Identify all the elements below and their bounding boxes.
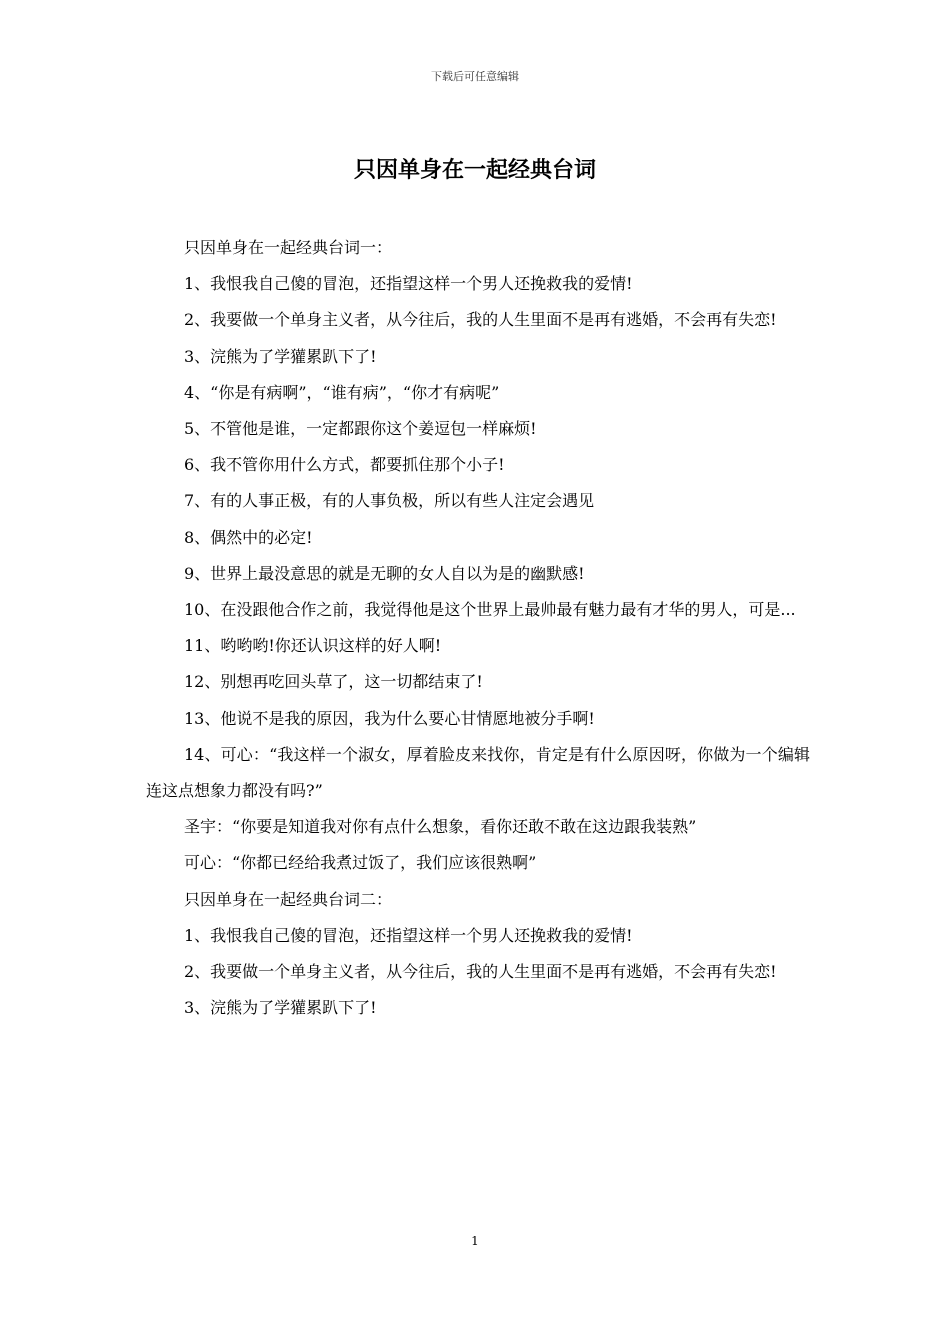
paragraph: 2、我要做一个单身主义者，从今往后，我的人生里面不是再有逃婚，不会再有失恋! bbox=[184, 310, 777, 330]
paragraph: 13、他说不是我的原因，我为什么要心甘情愿地被分手啊! bbox=[184, 708, 595, 728]
paragraph: 圣宇：“你要是知道我对你有点什么想象，看你还敢不敢在这边跟我装熟” bbox=[184, 817, 697, 837]
paragraph: 5、不管他是谁，一定都跟你这个姜逗包一样麻烦! bbox=[184, 419, 537, 439]
paragraph: 只因单身在一起经典台词二： bbox=[184, 889, 393, 909]
paragraph: 3、浣熊为了学獾累趴下了! bbox=[184, 346, 377, 366]
document-title: 只因单身在一起经典台词 bbox=[353, 157, 596, 183]
paragraph: 2、我要做一个单身主义者，从今往后，我的人生里面不是再有逃婚，不会再有失恋! bbox=[184, 962, 777, 982]
paragraph: 8、偶然中的必定! bbox=[184, 527, 313, 547]
paragraph: 10、在没跟他合作之前，我觉得他是这个世界上最帅最有魅力最有才华的男人，可是... bbox=[184, 600, 796, 620]
paragraph: 可心：“你都已经给我煮过饭了，我们应该很熟啊” bbox=[184, 853, 537, 873]
paragraph: 3、浣熊为了学獾累趴下了! bbox=[184, 998, 377, 1018]
paragraph: 11、哟哟哟!你还认识这样的好人啊! bbox=[184, 636, 442, 656]
page-number: 1 bbox=[471, 1234, 479, 1248]
paragraph: 只因单身在一起经典台词一： bbox=[184, 238, 393, 257]
document-body bbox=[146, 230, 810, 1026]
paragraph: 12、别想再吃回头草了，这一切都结束了! bbox=[184, 672, 483, 692]
paragraph: 1、我恨我自己傻的冒泡，还指望这样一个男人还挽救我的爱情! bbox=[184, 925, 633, 945]
paragraph: 7、有的人事正极，有的人事负极，所以有些人注定会遇见 bbox=[184, 491, 595, 511]
paragraph: 1、我恨我自己傻的冒泡，还指望这样一个男人还挽救我的爱情! bbox=[184, 274, 633, 294]
paragraph: 9、世界上最没意思的就是无聊的女人自以为是的幽默感! bbox=[184, 563, 585, 583]
page-header: 下载后可任意编辑 bbox=[431, 70, 519, 83]
paragraph: 14、可心：“我这样一个淑女，厚着脸皮来找你，肯定是有什么原因呀，你做为一个编辑连这点想象力都没有吗?” bbox=[146, 744, 810, 801]
paragraph: 4、“你是有病啊”，“谁有病”，“你才有病呢” bbox=[184, 382, 500, 402]
paragraph: 6、我不管你用什么方式，都要抓住那个小子! bbox=[184, 455, 505, 475]
